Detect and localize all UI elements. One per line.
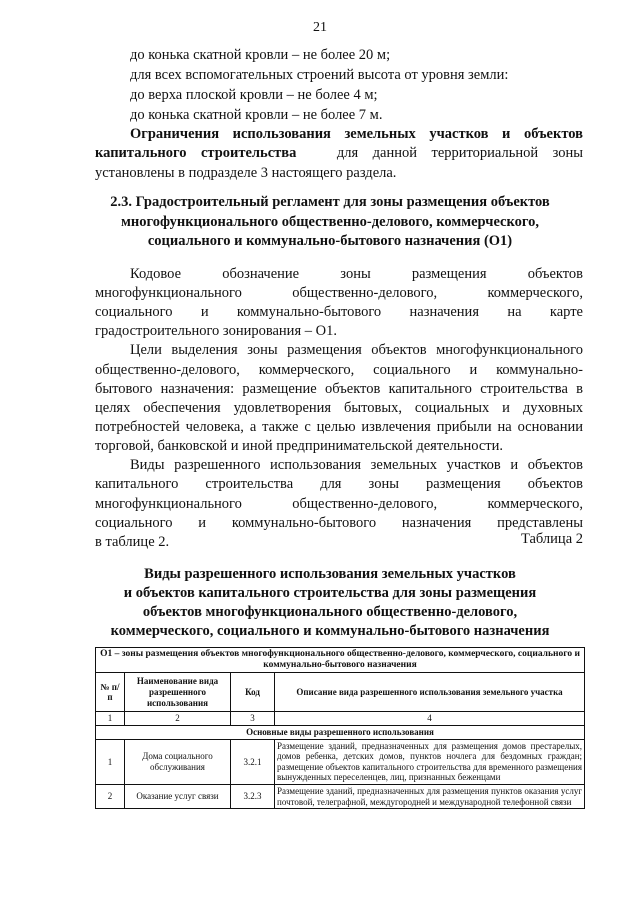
row-code: 3.2.3 — [231, 785, 275, 809]
paragraph-line: Виды разрешенного использования земельных участков и объектов — [130, 457, 583, 473]
column-header: № п/п — [96, 673, 125, 712]
text-line: для всех вспомогательных строений высота от уровня земли: — [130, 67, 509, 83]
restriction-rest: для данной территориальной зоны — [336, 145, 584, 161]
row-description: Размещение зданий, предназначенных для размещения домов престарелых, домов ребенка, детских домов, пунктов ночлега для бездомных граждан; размещение объектов капитального строительства для временного размещения вынужденных переселенцев, лиц, признанных беженцами — [275, 739, 585, 784]
row-name: Дома социального обслуживания — [125, 739, 231, 784]
text-line: до конька скатной кровли – не более 7 м. — [130, 107, 383, 123]
zone-header: О1 – зоны размещения объектов многофункционального общественно-делового, коммерческого, социального и коммунально-бытового назначения — [96, 648, 585, 673]
text-line: до конька скатной кровли – не более 20 м; — [130, 47, 391, 63]
paragraph-line: торговой, банковской и иной предпринимательской деятельности. — [95, 438, 503, 454]
paragraph-line: общественно-делового, коммерческого, социального и коммунально- — [95, 362, 583, 378]
paragraph-line: многофункционального общественно-делового, коммерческого, — [95, 496, 583, 512]
section-heading: 2.3. Градостроительный регламент для зоны размещения объектов — [110, 194, 550, 210]
group-header: Основные виды разрешенного использования — [96, 726, 585, 740]
table-title: коммерческого, социального и коммунально-бытового назначения — [110, 623, 550, 639]
column-header: Код — [231, 673, 275, 712]
column-header: Наименование вида разрешенного использования — [125, 673, 231, 712]
paragraph-line: бытового назначения: размещение объектов капитального строительства в — [95, 381, 583, 397]
paragraph-line: многофункционального общественно-делового, коммерческого, — [95, 285, 583, 301]
page-number: 21 — [313, 20, 327, 35]
row-code: 3.2.1 — [231, 739, 275, 784]
section-heading: социального и коммунально-бытового назначения (О1) — [147, 233, 513, 249]
table-title: и объектов капитального строительства для зоны размещения — [123, 585, 537, 601]
paragraph-line: потребностей человека, а также с целью извлечения прибыли на основании — [95, 419, 583, 435]
row-number: 1 — [96, 739, 125, 784]
paragraph-line: капитального строительства для зоны размещения объектов — [95, 476, 583, 492]
paragraph-line: социального и коммунально-бытового назначения на карте — [95, 304, 583, 320]
paragraph-line: Кодовое обозначение зоны размещения объектов — [130, 266, 583, 282]
table-label: Таблица 2 — [520, 531, 583, 547]
table-row — [96, 739, 585, 784]
row-description: Размещение зданий, предназначенных для размещения пунктов оказания услуг почтовой, телеграфной, междугородней и международной телефонной связи — [275, 785, 585, 809]
table-title: объектов многофункционального общественно-делового, — [142, 604, 518, 620]
column-header-row — [96, 673, 585, 712]
section-heading: многофункционального общественно-делового, коммерческого, — [120, 214, 539, 230]
column-number: 1 — [96, 712, 125, 726]
table-row — [96, 785, 585, 809]
text-line: до верха плоской кровли – не более 4 м; — [130, 87, 378, 103]
restriction-line: Ограничения использования земельных участков и объектов — [130, 126, 583, 142]
row-name: Оказание услуг связи — [125, 785, 231, 809]
restriction-line: установлены в подразделе 3 настоящего раздела. — [95, 165, 397, 181]
group-header-row — [96, 726, 585, 740]
row-number: 2 — [96, 785, 125, 809]
table-title: Виды разрешенного использования земельных участков — [144, 566, 516, 582]
paragraph-line: в таблице 2. — [95, 534, 170, 550]
regulation-table — [95, 647, 585, 809]
paragraph-line: целях обеспечения удовлетворения бытовых, социальных и духовных — [95, 400, 583, 416]
column-number: 2 — [125, 712, 231, 726]
paragraph-line: градостроительного зонирования – О1. — [95, 323, 337, 339]
restriction-line — [95, 145, 583, 162]
paragraph-line: Цели выделения зоны размещения объектов многофункционального — [130, 342, 583, 358]
zone-header-row — [96, 648, 585, 673]
column-number-row — [96, 712, 585, 726]
paragraph-line: социального и коммунально-бытового назначения представлены — [95, 515, 583, 531]
restriction-bold: капитального строительства — [95, 145, 297, 161]
column-number: 3 — [231, 712, 275, 726]
column-number: 4 — [275, 712, 585, 726]
column-header: Описание вида разрешенного использования земельного участка — [275, 673, 585, 712]
